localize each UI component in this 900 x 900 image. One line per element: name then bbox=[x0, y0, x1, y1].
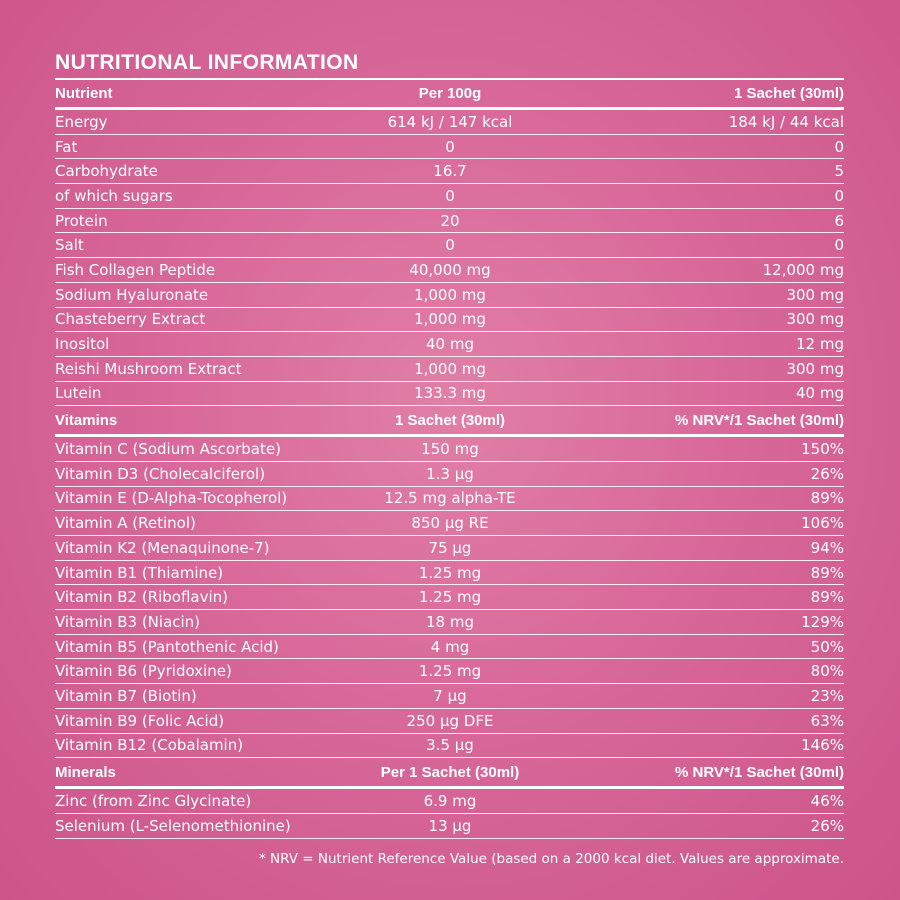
value-cell: 63% bbox=[810, 711, 844, 730]
value-cell: 614 kJ / 147 kcal bbox=[387, 112, 513, 131]
nutrient-name: Vitamin C (Sodium Ascorbate) bbox=[55, 440, 281, 459]
value-cell: 20 bbox=[440, 211, 460, 230]
nutrient-name: Sodium Hyaluronate bbox=[55, 285, 209, 304]
table-row bbox=[55, 487, 844, 512]
value-cell: 26% bbox=[810, 816, 844, 835]
value-cell: 16.7 bbox=[433, 162, 467, 181]
nutrition-table bbox=[55, 78, 844, 839]
nutrient-name: Salt bbox=[55, 236, 84, 255]
nutrient-name: Vitamin B6 (Pyridoxine) bbox=[55, 662, 232, 681]
value-cell: 23% bbox=[810, 686, 844, 705]
nutrient-name: Carbohydrate bbox=[55, 162, 158, 181]
value-cell: 50% bbox=[810, 637, 844, 656]
vitamins-header-cell: Vitamins bbox=[55, 411, 118, 429]
value-cell: 150 mg bbox=[421, 440, 479, 459]
value-cell: 7 µg bbox=[433, 686, 467, 705]
value-cell: 5 bbox=[834, 162, 844, 181]
table-row bbox=[55, 159, 844, 184]
table-row bbox=[55, 814, 844, 839]
value-cell: 1.25 mg bbox=[418, 588, 482, 607]
table-row bbox=[55, 184, 844, 209]
value-cell: 3.5 µg bbox=[426, 736, 474, 755]
table-row bbox=[55, 585, 844, 610]
value-cell: 1,000 mg bbox=[414, 310, 486, 329]
value-cell: 6 bbox=[834, 211, 844, 230]
value-cell: 40 mg bbox=[426, 335, 474, 354]
value-cell: 146% bbox=[801, 736, 844, 755]
nutrients-header-cell: Nutrient bbox=[55, 85, 113, 102]
nutrition-panel bbox=[55, 48, 844, 867]
value-cell: 75 µg bbox=[428, 538, 472, 557]
nutrient-name: Selenium (L-Selenomethionine) bbox=[55, 816, 291, 835]
nutrient-name: Fat bbox=[55, 137, 78, 156]
table-row bbox=[55, 357, 844, 382]
value-cell: 89% bbox=[810, 563, 844, 582]
nutrients-header-row bbox=[55, 78, 844, 110]
table-row bbox=[55, 283, 844, 308]
table-row bbox=[55, 209, 844, 234]
nutrients-header-cell: Per 100g bbox=[418, 85, 482, 102]
nutrient-name: Vitamin B7 (Biotin) bbox=[55, 686, 197, 705]
table-row bbox=[55, 511, 844, 536]
nutrient-name: Vitamin B2 (Riboflavin) bbox=[55, 588, 229, 607]
nutrients-header-cell: 1 Sachet (30ml) bbox=[733, 85, 844, 102]
value-cell: 12,000 mg bbox=[762, 260, 844, 279]
vitamins-header-row bbox=[55, 406, 844, 437]
table-row bbox=[55, 233, 844, 258]
value-cell: 0 bbox=[445, 186, 455, 205]
vitamins-header-cell: % NRV*/1 Sachet (30ml) bbox=[675, 411, 844, 429]
nutrient-name: Zinc (from Zinc Glycinate) bbox=[55, 792, 252, 811]
nutrient-name: Reishi Mushroom Extract bbox=[55, 359, 242, 378]
value-cell: 89% bbox=[810, 588, 844, 607]
minerals-header-row bbox=[55, 758, 844, 789]
minerals-header-cell: Minerals bbox=[55, 763, 116, 781]
value-cell: 80% bbox=[810, 662, 844, 681]
value-cell: 0 bbox=[445, 137, 455, 156]
nutrient-name: Vitamin E (D-Alpha-Tocopherol) bbox=[55, 489, 288, 508]
value-cell: 300 mg bbox=[786, 359, 844, 378]
nutrient-name: Vitamin B5 (Pantothenic Acid) bbox=[55, 637, 279, 656]
value-cell: 12 mg bbox=[796, 335, 844, 354]
value-cell: 0 bbox=[834, 137, 844, 156]
table-row bbox=[55, 308, 844, 333]
value-cell: 300 mg bbox=[786, 310, 844, 329]
table-row bbox=[55, 536, 844, 561]
nutrient-name: Vitamin A (Retinol) bbox=[55, 514, 196, 533]
minerals-header-cell: % NRV*/1 Sachet (30ml) bbox=[675, 763, 844, 781]
value-cell: 1,000 mg bbox=[414, 285, 486, 304]
nutrient-name: Protein bbox=[55, 211, 108, 230]
value-cell: 40 mg bbox=[796, 384, 844, 403]
nutrient-name: Vitamin B12 (Cobalamin) bbox=[55, 736, 244, 755]
value-cell: 12.5 mg alpha-TE bbox=[384, 489, 516, 508]
nutrient-name: of which sugars bbox=[55, 186, 173, 205]
value-cell: 4 mg bbox=[430, 637, 470, 656]
table-row bbox=[55, 789, 844, 814]
value-cell: 1.3 µg bbox=[426, 464, 474, 483]
page-title: NUTRITIONAL INFORMATION bbox=[55, 51, 359, 74]
table-row bbox=[55, 332, 844, 357]
nutrient-name: Vitamin B3 (Niacin) bbox=[55, 612, 201, 631]
table-row bbox=[55, 684, 844, 709]
nutrient-name: Chasteberry Extract bbox=[55, 310, 206, 329]
value-cell: 46% bbox=[810, 792, 844, 811]
table-row bbox=[55, 709, 844, 734]
value-cell: 850 µg RE bbox=[411, 514, 489, 533]
vitamins-header-cell: 1 Sachet (30ml) bbox=[394, 411, 506, 429]
table-row bbox=[55, 382, 844, 407]
value-cell: 106% bbox=[801, 514, 844, 533]
nutrient-name: Vitamin B9 (Folic Acid) bbox=[55, 711, 225, 730]
table-row bbox=[55, 135, 844, 160]
value-cell: 26% bbox=[810, 464, 844, 483]
table-row bbox=[55, 437, 844, 462]
value-cell: 150% bbox=[801, 440, 844, 459]
table-row bbox=[55, 561, 844, 586]
nutrient-name: Inositol bbox=[55, 335, 110, 354]
nutrient-name: Energy bbox=[55, 112, 108, 131]
table-row bbox=[55, 734, 844, 759]
value-cell: 1,000 mg bbox=[414, 359, 486, 378]
value-cell: 184 kJ / 44 kcal bbox=[728, 112, 844, 131]
value-cell: 6.9 mg bbox=[423, 792, 477, 811]
nutrient-name: Vitamin D3 (Cholecalciferol) bbox=[55, 464, 266, 483]
table-row bbox=[55, 610, 844, 635]
table-row bbox=[55, 659, 844, 684]
value-cell: 1.25 mg bbox=[418, 563, 482, 582]
value-cell: 18 mg bbox=[426, 612, 474, 631]
nutrient-name: Fish Collagen Peptide bbox=[55, 260, 216, 279]
value-cell: 89% bbox=[810, 489, 844, 508]
table-row bbox=[55, 258, 844, 283]
value-cell: 250 µg DFE bbox=[406, 711, 494, 730]
value-cell: 129% bbox=[801, 612, 844, 631]
value-cell: 13 µg bbox=[428, 816, 472, 835]
table-row bbox=[55, 462, 844, 487]
table-row bbox=[55, 110, 844, 135]
value-cell: 40,000 mg bbox=[409, 260, 491, 279]
footnote: * NRV = Nutrient Reference Value (based on a 2000 kcal diet. Values are approximate. bbox=[258, 850, 844, 867]
nutrient-name: Lutein bbox=[55, 384, 102, 403]
value-cell: 133.3 mg bbox=[414, 384, 486, 403]
value-cell: 0 bbox=[834, 186, 844, 205]
nutrient-name: Vitamin B1 (Thiamine) bbox=[55, 563, 224, 582]
nutrient-name: Vitamin K2 (Menaquinone-7) bbox=[55, 538, 270, 557]
value-cell: 0 bbox=[834, 236, 844, 255]
minerals-header-cell: Per 1 Sachet (30ml) bbox=[380, 763, 520, 781]
value-cell: 94% bbox=[810, 538, 844, 557]
value-cell: 1.25 mg bbox=[418, 662, 482, 681]
value-cell: 0 bbox=[445, 236, 455, 255]
table-row bbox=[55, 635, 844, 660]
value-cell: 300 mg bbox=[786, 285, 844, 304]
